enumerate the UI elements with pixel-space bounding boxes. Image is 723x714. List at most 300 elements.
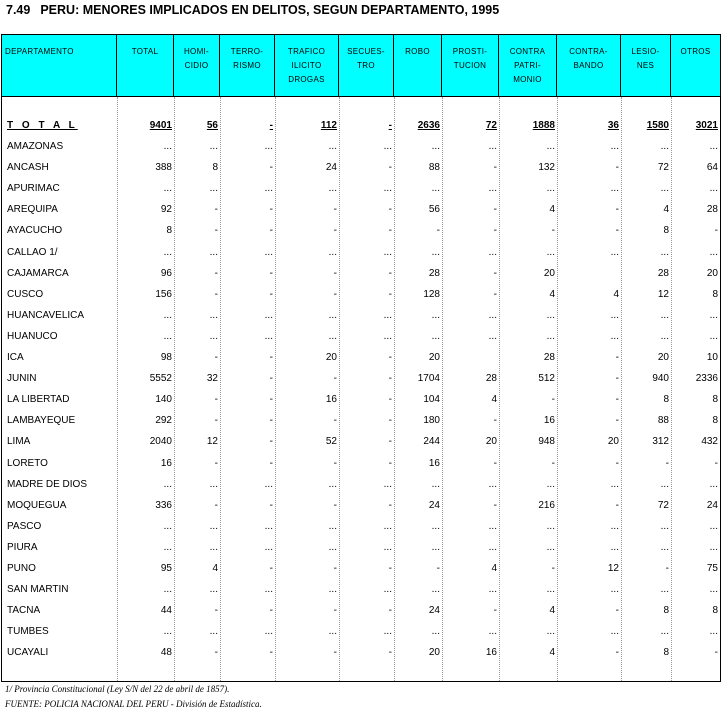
table-row (2, 242, 720, 263)
table-row (2, 516, 720, 537)
cell-prostitucion: - (493, 204, 497, 216)
cell-contra-patrimonio: 4 (549, 605, 555, 617)
cell-robo: 28 (428, 267, 440, 279)
cell-total: 44 (160, 605, 172, 617)
cell-prostitucion: - (493, 605, 497, 617)
cell-contra-patrimonio: 4 (549, 288, 555, 300)
cell-contra-patrimonio: ... (546, 141, 555, 152)
cell-lesiones: - (665, 457, 669, 469)
cell-lesiones: 8 (663, 605, 669, 617)
cell-departamento: MOQUEGUA (7, 499, 67, 511)
cell-departamento: LA LIBERTAD (7, 394, 70, 406)
cell-secuestro: - (388, 394, 392, 406)
header-label: ROBO (405, 47, 430, 56)
cell-prostitucion: ... (488, 626, 497, 638)
cell-robo: 20 (428, 352, 440, 363)
cell-homicidio: - (214, 204, 218, 216)
cell-prostitucion: ... (488, 478, 497, 490)
cell-robo: 16 (428, 457, 440, 469)
header-label: PROSTI- (452, 47, 488, 56)
cell-otros: - (714, 457, 718, 469)
cell-contrabando: ... (610, 183, 619, 195)
cell-robo: 180 (423, 415, 440, 427)
table-row (2, 199, 720, 220)
header-label: TRAFICO (287, 47, 326, 56)
cell-trafico-drogas: ... (328, 626, 337, 638)
header-label: MONIO (513, 75, 542, 84)
cell-departamento: TACNA (7, 605, 41, 617)
cell-contrabando: - (615, 204, 619, 216)
cell-lesiones: ... (660, 626, 669, 638)
cell-departamento: LIMA (7, 436, 31, 448)
cell-lesiones: ... (660, 183, 669, 195)
header-label: BANDO (573, 61, 604, 70)
cell-secuestro: ... (383, 330, 392, 342)
cell-secuestro: ... (383, 541, 392, 553)
cell-total: 9401 (149, 120, 172, 131)
header-lesiones (621, 35, 671, 96)
cell-contrabando: 4 (613, 288, 619, 300)
table-row (2, 263, 720, 284)
cell-lesiones: ... (660, 520, 669, 532)
cell-trafico-drogas: 16 (325, 394, 337, 406)
cell-contrabando: - (615, 499, 619, 511)
cell-contra-patrimonio: 216 (538, 499, 555, 511)
cell-homicidio: - (214, 352, 218, 363)
cell-prostitucion: ... (488, 584, 497, 596)
cell-homicidio: ... (209, 246, 218, 258)
cell-departamento: PASCO (7, 520, 42, 532)
cell-contrabando: ... (610, 309, 619, 321)
cell-departamento: CAJAMARCA (7, 267, 69, 279)
cell-contrabando: ... (610, 246, 619, 258)
cell-contra-patrimonio: ... (546, 246, 555, 258)
cell-trafico-drogas: - (333, 605, 337, 617)
cell-homicidio: ... (209, 626, 218, 638)
header-label: TERRO- (230, 47, 264, 56)
cell-homicidio: - (214, 605, 218, 617)
cell-lesiones: ... (660, 478, 669, 490)
cell-homicidio: ... (209, 183, 218, 195)
cell-prostitucion: 4 (491, 394, 497, 406)
cell-homicidio: 32 (206, 373, 218, 385)
cell-prostitucion: ... (488, 183, 497, 195)
header-contra-patrimonio (499, 35, 557, 96)
cell-trafico-drogas: - (333, 373, 337, 385)
cell-secuestro: - (388, 457, 392, 469)
cell-total: 292 (155, 415, 172, 427)
cell-departamento: CALLAO 1/ (7, 246, 58, 258)
table-row (2, 178, 720, 199)
cell-terrorismo: ... (264, 541, 273, 553)
cell-lesiones: 312 (652, 436, 669, 448)
table-row (2, 389, 720, 410)
cell-otros: 8 (712, 288, 718, 300)
data-table (1, 34, 721, 682)
table-row (2, 410, 720, 431)
cell-homicidio: ... (209, 478, 218, 490)
cell-departamento: AREQUIPA (7, 204, 58, 216)
cell-contrabando (557, 263, 619, 284)
header-secuestro (339, 35, 394, 96)
table-header (2, 35, 720, 97)
cell-lesiones: 12 (657, 288, 669, 300)
cell-homicidio: ... (209, 330, 218, 342)
cell-lesiones: 8 (663, 647, 669, 659)
cell-secuestro: - (388, 352, 392, 363)
cell-contra-patrimonio: ... (546, 183, 555, 195)
cell-otros: ... (709, 541, 718, 553)
cell-homicidio: - (214, 415, 218, 427)
cell-homicidio: ... (209, 584, 218, 596)
cell-prostitucion: 72 (485, 120, 497, 131)
cell-terrorismo: ... (264, 478, 273, 490)
cell-secuestro: ... (383, 626, 392, 638)
header-label: DROGAS (288, 75, 325, 84)
cell-robo: ... (431, 626, 440, 638)
cell-otros: - (714, 647, 718, 659)
cell-trafico-drogas: - (333, 204, 337, 216)
header-label: TRO (357, 61, 375, 70)
cell-contrabando: - (615, 415, 619, 427)
cell-secuestro: ... (383, 520, 392, 532)
cell-departamento: ICA (7, 352, 24, 363)
cell-secuestro: - (388, 605, 392, 617)
cell-lesiones: ... (660, 246, 669, 258)
cell-lesiones: 20 (657, 352, 669, 363)
cell-prostitucion: - (493, 225, 497, 237)
cell-contra-patrimonio: 132 (538, 162, 555, 174)
header-label: OTROS (680, 47, 711, 56)
cell-secuestro: ... (383, 478, 392, 490)
cell-prostitucion: ... (488, 330, 497, 342)
cell-homicidio: - (214, 499, 218, 511)
cell-total: ... (163, 584, 172, 596)
cell-prostitucion (442, 347, 497, 368)
cell-secuestro: ... (383, 584, 392, 596)
cell-prostitucion: - (493, 457, 497, 469)
header-label: CIDIO (184, 61, 209, 70)
cell-robo: ... (431, 584, 440, 596)
cell-homicidio: ... (209, 309, 218, 321)
cell-trafico-drogas: ... (328, 541, 337, 553)
cell-terrorismo: ... (264, 584, 273, 596)
cell-contra-patrimonio: 512 (538, 373, 555, 385)
table-row (2, 220, 720, 241)
cell-contrabando: ... (610, 520, 619, 532)
cell-total: 5552 (149, 373, 172, 385)
cell-terrorismo: - (269, 647, 273, 659)
cell-trafico-drogas: - (333, 563, 337, 574)
cell-total: ... (163, 141, 172, 152)
cell-terrorismo: ... (264, 330, 273, 342)
table-row (2, 537, 720, 558)
cell-contrabando: ... (610, 626, 619, 638)
cell-lesiones: 940 (652, 373, 669, 385)
cell-lesiones: ... (660, 309, 669, 321)
cell-total: 140 (155, 394, 172, 406)
cell-homicidio: - (214, 647, 218, 659)
cell-departamento: LORETO (7, 457, 48, 469)
cell-prostitucion: ... (488, 541, 497, 553)
cell-robo: ... (431, 246, 440, 258)
cell-otros: ... (709, 183, 718, 195)
cell-total: 92 (160, 204, 172, 216)
cell-trafico-drogas: ... (328, 183, 337, 195)
cell-prostitucion: 20 (485, 436, 497, 448)
cell-contrabando: 20 (607, 436, 619, 448)
cell-trafico-drogas: - (333, 415, 337, 427)
cell-contrabando: - (615, 647, 619, 659)
table-row (2, 495, 720, 516)
table-row (2, 621, 720, 642)
cell-terrorismo: - (269, 162, 273, 174)
cell-lesiones: 4 (663, 204, 669, 216)
table-row (2, 326, 720, 347)
cell-contrabando: - (615, 605, 619, 617)
cell-secuestro: - (388, 373, 392, 385)
cell-contra-patrimonio: 948 (538, 436, 555, 448)
cell-total: ... (163, 183, 172, 195)
table-row (2, 305, 720, 326)
header-terrorismo (220, 35, 275, 96)
cell-departamento: LAMBAYEQUE (7, 415, 76, 427)
cell-total: ... (163, 330, 172, 342)
header-label: ILICITO (291, 61, 322, 70)
cell-contra-patrimonio: ... (546, 478, 555, 490)
cell-contrabando: - (615, 394, 619, 406)
header-label: HOMI- (183, 47, 210, 56)
cell-prostitucion: 28 (485, 373, 497, 385)
table-row (2, 558, 720, 579)
cell-trafico-drogas: 112 (320, 120, 337, 131)
cell-lesiones: 8 (663, 394, 669, 406)
cell-trafico-drogas: 52 (325, 436, 337, 448)
cell-departamento: APURIMAC (7, 183, 60, 195)
cell-secuestro: - (388, 267, 392, 279)
cell-contrabando: - (615, 225, 619, 237)
header-departamento (2, 35, 117, 96)
cell-trafico-drogas: - (333, 499, 337, 511)
table-row (2, 136, 720, 157)
cell-contra-patrimonio: - (551, 457, 555, 469)
cell-otros: ... (709, 520, 718, 532)
cell-secuestro: - (388, 563, 392, 574)
cell-departamento: AMAZONAS (7, 141, 64, 152)
cell-otros: ... (709, 584, 718, 596)
cell-secuestro: - (388, 415, 392, 427)
source-note: FUENTE: POLICIA NACIONAL DEL PERU - División de Estadística. (5, 699, 262, 709)
cell-contra-patrimonio: ... (546, 309, 555, 321)
cell-otros: 28 (706, 204, 718, 216)
cell-robo: 56 (428, 204, 440, 216)
cell-trafico-drogas: - (333, 457, 337, 469)
cell-lesiones: ... (660, 584, 669, 596)
cell-secuestro: ... (383, 141, 392, 152)
cell-otros: ... (709, 478, 718, 490)
cell-prostitucion: ... (488, 520, 497, 532)
footnote: 1/ Provincia Constitucional (Ley S/N del 22 de abril de 1857). (5, 684, 230, 694)
header-otros (671, 35, 720, 96)
cell-terrorismo: - (269, 605, 273, 617)
table-row (2, 431, 720, 452)
table-row (2, 157, 720, 178)
header-label: PATRI- (514, 61, 541, 70)
cell-homicidio: ... (209, 520, 218, 532)
cell-lesiones: 72 (657, 162, 669, 174)
total-row (2, 115, 720, 136)
cell-lesiones: 88 (657, 415, 669, 427)
table-row (2, 284, 720, 305)
cell-total: 98 (160, 352, 172, 363)
header-label: NES (636, 61, 655, 70)
cell-departamento: UCAYALI (7, 647, 49, 659)
cell-trafico-drogas: ... (328, 584, 337, 596)
header-contrabando (557, 35, 621, 96)
cell-terrorismo: ... (264, 520, 273, 532)
cell-trafico-drogas: ... (328, 520, 337, 532)
cell-departamento: MADRE DE DIOS (7, 478, 88, 490)
cell-terrorismo: - (269, 457, 273, 469)
cell-otros: 24 (706, 499, 718, 511)
cell-contra-patrimonio: 16 (543, 415, 555, 427)
cell-terrorismo: - (269, 436, 273, 448)
cell-trafico-drogas: ... (328, 309, 337, 321)
cell-contra-patrimonio: ... (546, 584, 555, 596)
cell-otros: 432 (701, 436, 718, 448)
cell-trafico-drogas: - (333, 647, 337, 659)
cell-contrabando: - (615, 162, 619, 174)
cell-terrorismo: - (269, 394, 273, 406)
cell-robo: ... (431, 141, 440, 152)
cell-terrorismo: ... (264, 183, 273, 195)
cell-secuestro: ... (383, 183, 392, 195)
cell-departamento: T O T A L (7, 120, 78, 131)
cell-total: ... (163, 246, 172, 258)
table-title: PERU: MENORES IMPLICADOS EN DELITOS, SEGUN DEPARTAMENTO, 1995 (40, 3, 500, 17)
cell-departamento: JUNIN (7, 373, 37, 385)
cell-contrabando: 36 (607, 120, 619, 131)
cell-prostitucion: - (493, 499, 497, 511)
cell-trafico-drogas: ... (328, 330, 337, 342)
cell-lesiones: ... (660, 541, 669, 553)
cell-terrorismo: - (269, 499, 273, 511)
cell-otros: 2336 (695, 373, 718, 385)
table-row (2, 368, 720, 389)
cell-total: 48 (160, 647, 172, 659)
cell-terrorismo: ... (264, 309, 273, 321)
cell-terrorismo: - (269, 563, 273, 574)
header-prostitucion (442, 35, 499, 96)
cell-total: 8 (166, 225, 172, 237)
cell-total: 95 (160, 563, 172, 574)
page-title (6, 3, 499, 17)
cell-otros: 10 (706, 352, 718, 363)
cell-robo: 128 (423, 288, 440, 300)
cell-homicidio: - (214, 288, 218, 300)
header-label: CONTRA- (569, 47, 608, 56)
cell-robo: ... (431, 478, 440, 490)
cell-robo: ... (431, 541, 440, 553)
cell-contrabando: - (615, 373, 619, 385)
table-row (2, 453, 720, 474)
cell-contrabando: - (615, 352, 619, 363)
cell-terrorismo: - (269, 415, 273, 427)
cell-departamento: SAN MARTIN (7, 584, 69, 596)
cell-homicidio: - (214, 225, 218, 237)
cell-lesiones: 8 (663, 225, 669, 237)
cell-total: ... (163, 478, 172, 490)
header-total (117, 35, 174, 96)
cell-otros: 3021 (695, 120, 718, 131)
cell-lesiones: 28 (657, 267, 669, 279)
table-row (2, 579, 720, 600)
cell-secuestro: - (388, 647, 392, 659)
cell-prostitucion: - (493, 288, 497, 300)
cell-contrabando: 12 (607, 563, 619, 574)
cell-contra-patrimonio: ... (546, 520, 555, 532)
cell-total: ... (163, 309, 172, 321)
cell-trafico-drogas: 24 (325, 162, 337, 174)
cell-otros: 20 (706, 267, 718, 279)
cell-departamento: PIURA (7, 541, 38, 553)
cell-terrorismo: ... (264, 246, 273, 258)
cell-robo: 1704 (417, 373, 440, 385)
cell-trafico-drogas: ... (328, 478, 337, 490)
cell-contrabando: - (615, 457, 619, 469)
cell-otros: 8 (712, 415, 718, 427)
cell-contrabando: ... (610, 541, 619, 553)
header-robo (394, 35, 442, 96)
cell-total: ... (163, 520, 172, 532)
cell-total: ... (163, 541, 172, 553)
cell-contra-patrimonio: 28 (543, 352, 555, 363)
cell-homicidio: - (214, 267, 218, 279)
cell-terrorismo: - (269, 352, 273, 363)
cell-robo: 24 (428, 605, 440, 617)
header-label: TUCION (453, 61, 487, 70)
cell-robo: ... (431, 309, 440, 321)
cell-prostitucion: ... (488, 246, 497, 258)
cell-trafico-drogas: - (333, 267, 337, 279)
header-label: LESIO- (631, 47, 660, 56)
cell-robo: 104 (423, 394, 440, 406)
cell-terrorismo: ... (264, 141, 273, 152)
cell-robo: - (436, 563, 440, 574)
cell-trafico-drogas: ... (328, 141, 337, 152)
cell-total: 388 (155, 162, 172, 174)
cell-departamento: TUMBES (7, 626, 49, 638)
cell-secuestro: - (388, 499, 392, 511)
cell-total: 16 (160, 457, 172, 469)
cell-robo: ... (431, 520, 440, 532)
cell-lesiones: 72 (657, 499, 669, 511)
cell-prostitucion: ... (488, 141, 497, 152)
cell-homicidio: ... (209, 141, 218, 152)
cell-robo: ... (431, 183, 440, 195)
header-homicidio (174, 35, 220, 96)
table-row (2, 600, 720, 621)
cell-homicidio: - (214, 394, 218, 406)
cell-terrorismo: - (269, 204, 273, 216)
cell-robo: 2636 (417, 120, 440, 131)
cell-total: 156 (155, 288, 172, 300)
cell-homicidio: 56 (206, 120, 218, 131)
cell-departamento: HUANCAVELICA (7, 309, 85, 321)
table-body (2, 97, 720, 681)
cell-otros: 8 (712, 394, 718, 406)
cell-contrabando: ... (610, 478, 619, 490)
